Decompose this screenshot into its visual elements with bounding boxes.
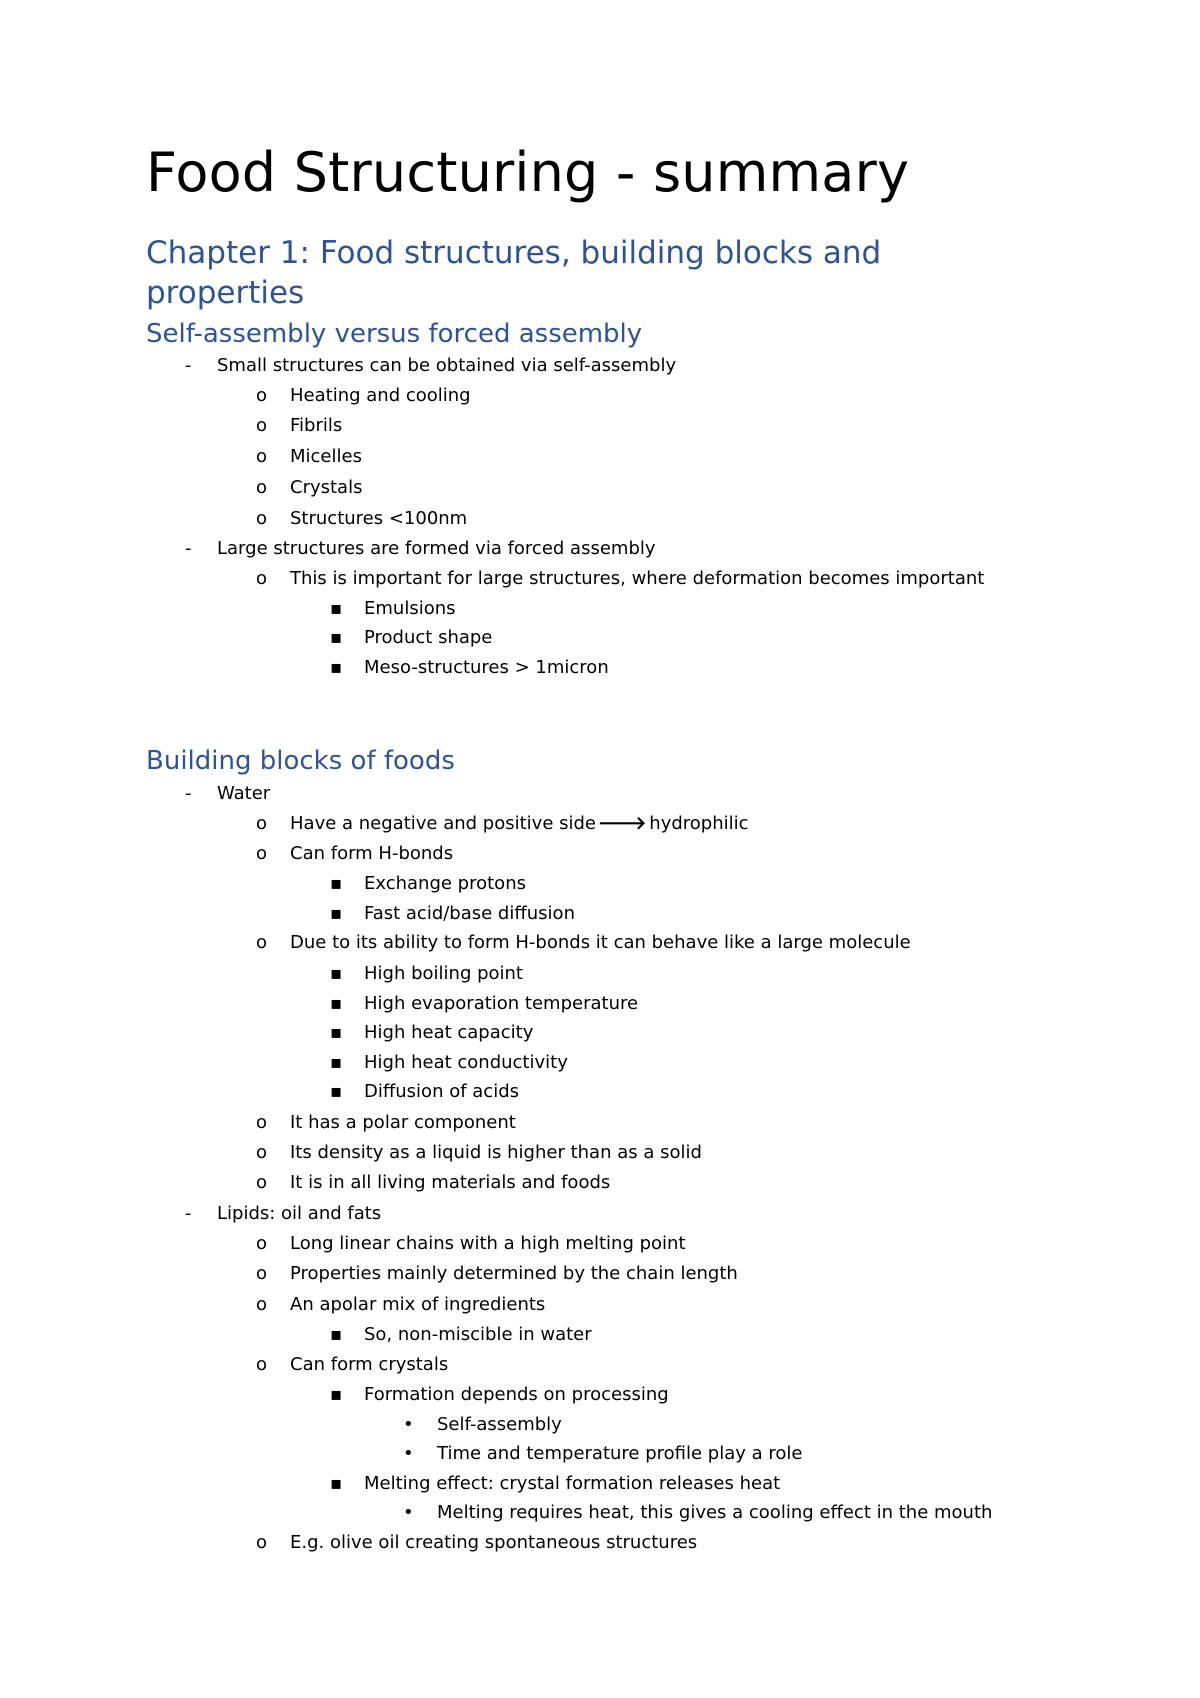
list-item: o Long linear chains with a high melting point xyxy=(290,1230,686,1258)
list-item: • Melting requires heat, this gives a cooling effect in the mouth xyxy=(437,1499,992,1527)
list-item: o Due to its ability to form H-bonds it can behave like a large molecule xyxy=(290,929,911,957)
circle-bullet: o xyxy=(256,1294,268,1315)
list-item: ▪ High boiling point xyxy=(364,960,523,988)
arrow-right-icon: 🡒 xyxy=(598,813,647,834)
circle-bullet: o xyxy=(256,508,268,529)
list-item: ▪ High heat capacity xyxy=(364,1019,533,1047)
dot-bullet: • xyxy=(403,1443,414,1464)
square-bullet: ▪ xyxy=(330,1022,343,1043)
square-bullet: ▪ xyxy=(330,1384,343,1405)
list-item: o Can form H-bonds xyxy=(290,840,453,868)
circle-bullet: o xyxy=(256,568,268,589)
list-item: o It is in all living materials and foods xyxy=(290,1169,610,1197)
section-heading-self-assembly: Self-assembly versus forced assembly xyxy=(146,319,643,349)
circle-bullet: o xyxy=(256,813,268,834)
list-item: o Heating and cooling xyxy=(290,382,471,410)
list-item: o E.g. olive oil creating spontaneous structures xyxy=(290,1529,697,1557)
list-item: o Have a negative and positive side 🡒 hydrophilic xyxy=(290,810,749,838)
list-item: ▪ Diffusion of acids xyxy=(364,1078,519,1106)
square-bullet: ▪ xyxy=(330,903,343,924)
list-item: ▪ Formation depends on processing xyxy=(364,1381,669,1409)
list-item: o Micelles xyxy=(290,443,362,471)
list-item: ▪ Fast acid/base diffusion xyxy=(364,900,575,928)
square-bullet: ▪ xyxy=(330,1324,343,1345)
list-item: - Large structures are formed via forced assembly xyxy=(217,535,656,563)
list-item: o An apolar mix of ingredients xyxy=(290,1291,545,1319)
square-bullet: ▪ xyxy=(330,598,343,619)
list-item: - Lipids: oil and fats xyxy=(217,1200,381,1228)
circle-bullet: o xyxy=(256,932,268,953)
circle-bullet: o xyxy=(256,1233,268,1254)
list-item: - Small structures can be obtained via self-assembly xyxy=(217,352,676,380)
list-item: o Can form crystals xyxy=(290,1351,448,1379)
dot-bullet: • xyxy=(403,1414,414,1435)
circle-bullet: o xyxy=(256,385,268,406)
square-bullet: ▪ xyxy=(330,657,343,678)
square-bullet: ▪ xyxy=(330,963,343,984)
list-item: - Water xyxy=(217,780,270,808)
list-item: o Structures <100nm xyxy=(290,505,467,533)
circle-bullet: o xyxy=(256,1532,268,1553)
circle-bullet: o xyxy=(256,1263,268,1284)
list-item: o Its density as a liquid is higher than as a solid xyxy=(290,1139,702,1167)
square-bullet: ▪ xyxy=(330,873,343,894)
list-item: o Fibrils xyxy=(290,412,342,440)
circle-bullet: o xyxy=(256,1354,268,1375)
chapter-heading: Chapter 1: Food structures, building blocks and properties xyxy=(146,235,882,311)
dash-bullet: - xyxy=(185,1203,192,1224)
circle-bullet: o xyxy=(256,843,268,864)
dot-bullet: • xyxy=(403,1502,414,1523)
list-item: o It has a polar component xyxy=(290,1109,516,1137)
square-bullet: ▪ xyxy=(330,993,343,1014)
circle-bullet: o xyxy=(256,1112,268,1133)
list-item: • Time and temperature profile play a role xyxy=(437,1440,802,1468)
list-item: ▪ Product shape xyxy=(364,624,492,652)
dash-bullet: - xyxy=(185,538,192,559)
list-item: ▪ Meso-structures > 1micron xyxy=(364,654,609,682)
square-bullet: ▪ xyxy=(330,627,343,648)
dash-bullet: - xyxy=(185,783,192,804)
square-bullet: ▪ xyxy=(330,1052,343,1073)
list-item: ▪ High heat conductivity xyxy=(364,1049,568,1077)
circle-bullet: o xyxy=(256,1172,268,1193)
dash-bullet: - xyxy=(185,355,192,376)
document-title: Food Structuring - summary xyxy=(146,141,910,204)
list-item: ▪ Emulsions xyxy=(364,595,456,623)
list-item: ▪ So, non-miscible in water xyxy=(364,1321,592,1349)
square-bullet: ▪ xyxy=(330,1473,343,1494)
circle-bullet: o xyxy=(256,1142,268,1163)
list-item: o This is important for large structures, where deformation becomes important xyxy=(290,565,984,593)
list-item: ▪ Melting effect: crystal formation releases heat xyxy=(364,1470,780,1498)
section-heading-building-blocks: Building blocks of foods xyxy=(146,746,455,776)
list-item: o Properties mainly determined by the chain length xyxy=(290,1260,738,1288)
list-item: ▪ Exchange protons xyxy=(364,870,526,898)
circle-bullet: o xyxy=(256,477,268,498)
list-item: o Crystals xyxy=(290,474,362,502)
list-item: • Self-assembly xyxy=(437,1411,562,1439)
circle-bullet: o xyxy=(256,446,268,467)
circle-bullet: o xyxy=(256,415,268,436)
list-item: ▪ High evaporation temperature xyxy=(364,990,638,1018)
square-bullet: ▪ xyxy=(330,1081,343,1102)
